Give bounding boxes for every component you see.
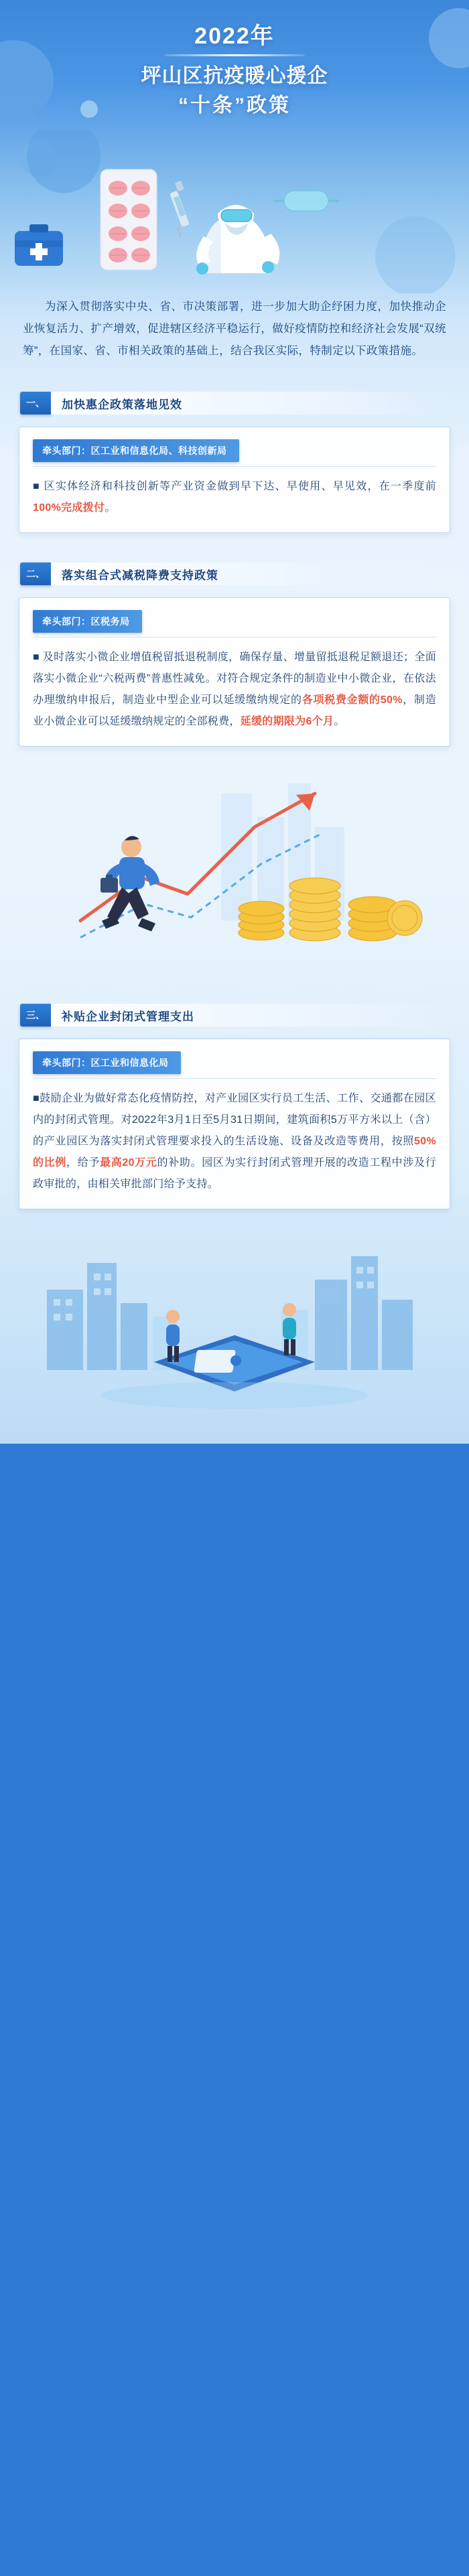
syringe-icon — [170, 181, 190, 238]
highlight-run: 各项税费金额的50% — [302, 694, 403, 706]
text-run: 及时落实小微企业增值税留抵退税制度，确保存量、增量留抵退税足额退还；全面落实小微企业“六税两费”普惠性减免。对符合规定条件的制造业中小微企业，在依法办理缴纳申报后，制造业中型企业可以延缓缴纳规定的 — [33, 652, 436, 706]
header-title-line2: “十条”政策 — [178, 94, 291, 117]
businessman-figure — [100, 836, 159, 931]
section-1-number: 一、 — [20, 392, 51, 414]
section-3-title: 补贴企业封闭式管理支出 — [62, 1010, 194, 1023]
section-2-number: 二、 — [20, 562, 51, 585]
highlight-run: 最高20万元 — [100, 1157, 157, 1168]
section-1-title: 加快惠企政策落地见效 — [62, 398, 182, 411]
section-3-body — [33, 1088, 436, 1195]
medical-kit-icon — [15, 224, 63, 266]
header-title-line1: 坪山区抗疫暖心援企 — [141, 65, 328, 87]
goggles-icon — [273, 191, 339, 211]
header-divider — [164, 54, 305, 56]
header-year: 2022年 — [194, 23, 275, 49]
section-2-header — [20, 561, 449, 587]
poster-header — [0, 0, 469, 127]
bullet-marker: ■ — [33, 481, 44, 492]
text-run: 的补助。园区为实行封闭式管理开展的改造工程中涉及行政审批的，由相关审批部门给予支持。 — [33, 1157, 436, 1190]
section-3 — [0, 1002, 469, 1417]
smart-city-illustration — [0, 1216, 469, 1417]
highlight-run: 100%完成拨付 — [33, 502, 105, 514]
section-1-card — [19, 427, 450, 533]
section-2 — [0, 561, 469, 974]
bullet-marker: ■ — [33, 652, 43, 663]
text-run: 鼓励企业为做好常态化疫情防控，对产业园区实行员工生活、工作、交通都在园区内的封闭式管理。对2022年3月1日至5月31日期间，建筑面积5万平方米以上（含）的产业园区为落实封闭式管理要求投入的生活设施、设备及改造等费用，按照 — [33, 1093, 436, 1147]
section-2-card — [19, 597, 450, 747]
section-2-title: 落实组合式减税降费支持政策 — [62, 569, 218, 582]
divider — [33, 466, 436, 467]
bullet-marker: ■ — [33, 1093, 40, 1104]
section-3-number: 三、 — [20, 1004, 51, 1027]
section-3-department: 牵头部门：区工业和信息化局 — [33, 1051, 181, 1074]
text-run: 区实体经济和科技创新等产业资金做到早下达、早使用、早见效，在一季度前 — [44, 481, 436, 492]
section-1 — [0, 390, 469, 533]
highlight-run: 延缓的期限为6个月 — [240, 716, 334, 727]
text-run: ，给予 — [66, 1157, 100, 1168]
text-run: 。 — [334, 716, 345, 727]
intro-paragraph: 为深入贯彻落实中央、省、市决策部署，进一步加大助企纾困力度，加快推动企业恢复活力、扩产增效，促进辖区经济平稳运行，做好疫情防控和经济社会发展“双统筹”，在国家、省、市相关政策的基础上，结合我区实际，特制定以下政策措施。 — [23, 301, 446, 357]
hero-illustration — [0, 129, 469, 293]
text-run: ，制造业小微企业可以延缓缴纳规定的全部税费， — [33, 694, 437, 727]
text-run: 。 — [105, 502, 116, 514]
section-3-header — [20, 1002, 449, 1028]
doctor-illustration — [170, 181, 279, 275]
divider — [33, 1078, 436, 1079]
section-1-header — [20, 390, 449, 416]
pill-sheet-icon — [100, 169, 157, 270]
section-2-body — [33, 647, 436, 733]
growth-coins-illustration — [0, 753, 469, 974]
section-3-card — [19, 1039, 450, 1209]
section-1-body — [33, 476, 436, 519]
section-2-department: 牵头部门：区税务局 — [33, 610, 142, 633]
highlight-run: 50%的比例 — [33, 1136, 436, 1168]
section-1-department: 牵头部门：区工业和信息化局、科技创新局 — [33, 439, 239, 462]
